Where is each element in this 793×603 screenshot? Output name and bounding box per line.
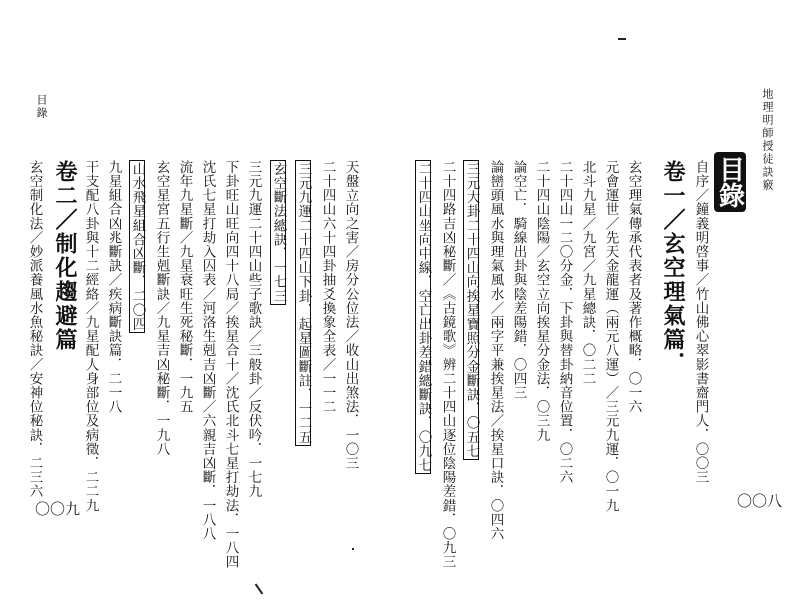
scan-speck [255, 584, 264, 595]
toc-entry[interactable]: 干支配八卦與十二經絡／九星配人身部位及病徵．二二九 [82, 160, 99, 513]
right-running-header: 地理明師授徒訣竅 [761, 88, 774, 192]
left-page-number: 〇〇九 [35, 500, 81, 518]
toc-entry[interactable]: 二十四山六十四卦抽爻換象全表／一一二 [319, 160, 336, 414]
toc-entry[interactable]: 二十四山陰陽／玄空立向挨星分金法．〇三九 [533, 160, 550, 442]
toc-entry[interactable]: 元會運世／先天金龍運（兩元八運）／三元九運．〇一九 [602, 160, 619, 513]
toc-entry[interactable]: 玄空理氣傳承代表者及著作概略．〇一六 [625, 160, 642, 414]
toc-entry[interactable]: 流年九星斷／九星衰旺生死秘斷．一九五 [176, 160, 193, 414]
toc-entry[interactable]: 沈氏七星打劫入囚表／河洛生剋吉凶斷／六親吉凶斷．一八八 [199, 160, 216, 541]
toc-entry[interactable]: 玄空星宮五行生剋斷訣／九星吉凶秘斷．一九八 [153, 160, 170, 457]
right-page-number: 〇〇八 [737, 492, 783, 510]
left-running-header: 目錄 [35, 94, 48, 120]
toc-entry[interactable]: 九星組合凶兆斷訣／疾病斷訣篇．二一八 [105, 160, 122, 414]
scan-speck [352, 548, 354, 550]
toc-entry-boxed[interactable]: 三元九運二十四山下卦．起星圖斷註．一二五 [295, 162, 312, 444]
toc-entry[interactable]: 自序／鐘義明啓事／竹山佛心翠影書齋門人．〇〇三 [692, 160, 709, 485]
toc-entry[interactable]: 論空亡．騎線出卦與陰差陽錯．〇四三 [510, 160, 527, 400]
toc-entry-boxed[interactable]: 二十四山坐向中線．空亡出卦差錯總斷訣．〇九七 [415, 162, 432, 473]
scan-speck [618, 38, 626, 40]
volume-heading[interactable]: 卷二／制化趨避篇 [52, 160, 78, 352]
toc-entry[interactable]: 天盤立向之害／房分公位法／收山出煞法．一〇三 [342, 160, 359, 471]
toc-entry-boxed[interactable]: 三元大卦二十四山向挨星寶照分金斷訣．〇五七 [463, 162, 480, 459]
toc-entry[interactable]: 玄空制化法／妙派養風水魚秘訣／安神位秘訣．二三六 [26, 160, 43, 499]
toc-entry-boxed[interactable]: 山水飛星組合凶斷．二〇四 [129, 162, 146, 332]
volume-heading[interactable]: 卷一／玄空理氣篇． [660, 160, 686, 376]
toc-title: 目錄 [714, 152, 746, 212]
toc-entry[interactable]: 論巒頭風水與理氣風水／兩字平兼挨星法／挨星口訣．〇四六 [487, 160, 504, 541]
toc-entry[interactable]: 下卦旺山旺向四十八局／挨星合十／沈氏北斗七星打劫法．一八四 [222, 160, 239, 569]
toc-entry-boxed[interactable]: 玄空斷法總訣．一七三 [270, 162, 287, 303]
toc-entry[interactable]: 北斗九星／九宮／九星總訣．〇二二 [579, 160, 596, 386]
toc-entry[interactable]: 三元九運二十四山些子歌訣／三般卦／反伏吟．一七九 [245, 160, 262, 499]
toc-entry[interactable]: 二十四路吉凶秘斷／《古鏡歌》辨二十四山逐位陰陽差錯．〇九三 [439, 160, 456, 569]
toc-entry[interactable]: 二十四山一二〇分金．下卦與替卦納音位置．〇二六 [556, 160, 573, 485]
